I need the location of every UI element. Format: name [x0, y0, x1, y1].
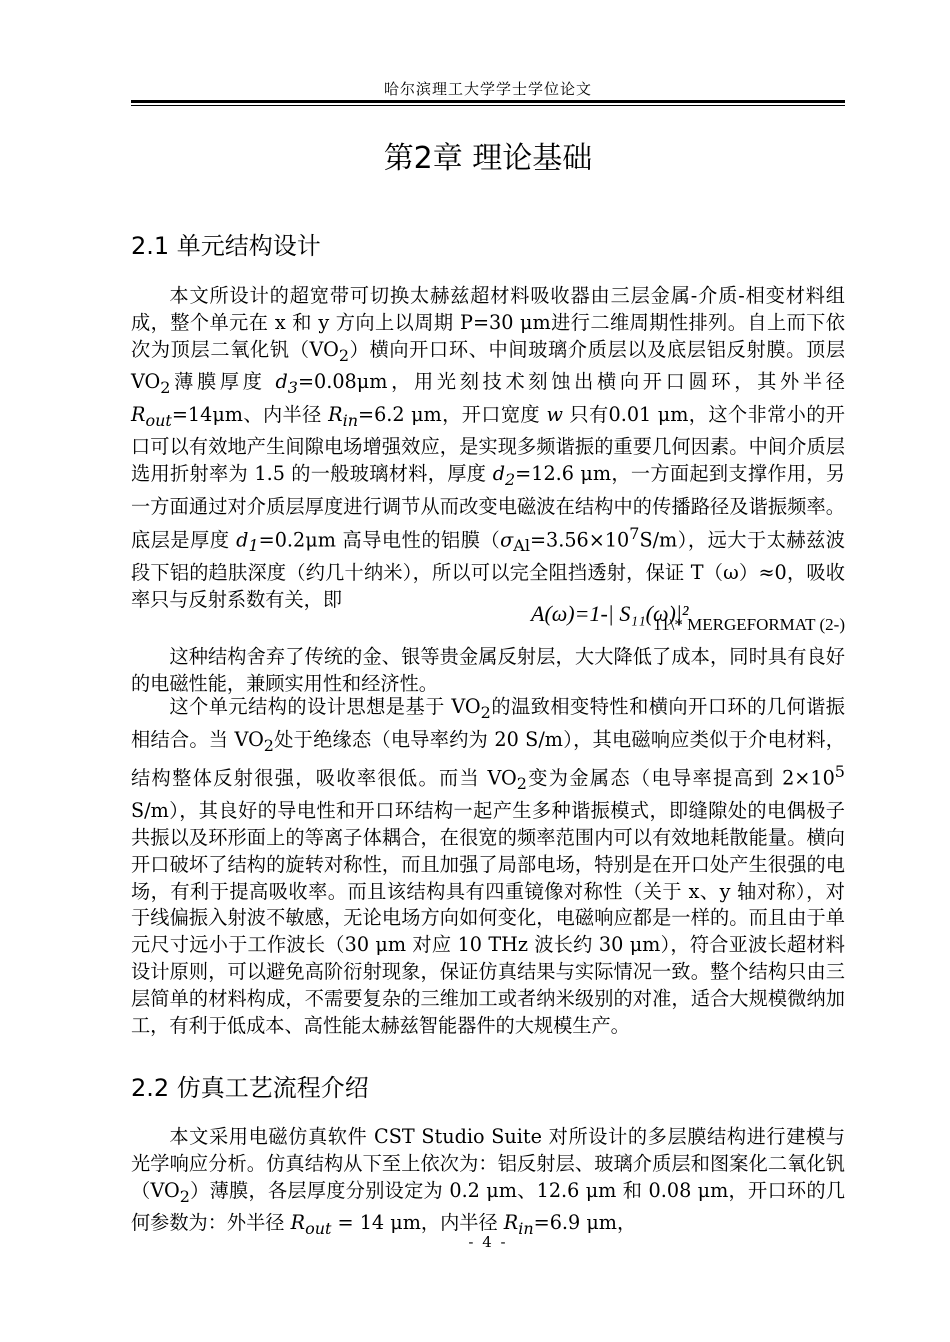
page-header: 哈尔滨理工大学学士学位论文: [383, 80, 592, 98]
absorption-equation: A(ω)=1-| S₁₁(ω)|²: [531, 601, 689, 626]
equation-line: [131, 601, 845, 641]
equation-tag: 11\* MERGEFORMAT (2-): [653, 615, 845, 634]
section1-paragraph-3: 这个单元结构的设计思想是基于 $VO_2$的温致相变特性和横向开口环的几何谐振相结合。当 $VO_2$处于绝缘态（电导率约为 20 S/m），其电磁响应类似于介电材料，结构整体反射很强，吸收率很低。而当 $VO_2$变为金属态（电导率提高到 $2\times 10^5$ S/m），其良好的导电性和开口环结构一起产生多种谐振模式，即缝隙处的电偶极子共振以及环形面上的等离子体耦合，在很宽的频率范围内可以有效地耗散能量。横向开口破坏了结构的旋转对称性，而且加强了局部电场，特别是在开口处产生很强的电场，有利于提高吸收率。而且该结构具有四重镜像对称性（关于 x、y 轴对称），对于线偏振入射波不敏感，无论电场方向如何变化，电磁响应都是一样的。而且由于单元尺寸远小于工作波长（30 μm 对应 10 THz 波长约 30 μm），符合亚波长超材料设计原则，可以避免高阶衍射现象，保证仿真结果与实际情况一致。整个结构只由三层简单的材料构成，不需要复杂的三维加工或者纳米级别的对准，适合大规模微纳加工，有利于低成本、高性能太赫兹智能器件的大规模生产。: [131, 695, 845, 1037]
section1-paragraph-2: 这种结构舍弃了传统的金、银等贵金属反射层，大大降低了成本，同时具有良好的电磁性能，兼顾实用性和经济性。: [131, 645, 845, 695]
section1-paragraph-1: 本文所设计的超宽带可切换太赫兹超材料吸收器由三层金属-介质-相变材料组成，整个单元在 x 和 y 方向上以周期 P=30 μm进行二维周期性排列。自上而下依次为顶层二氧化钒$(VO_2)$横向开口环、中间玻璃介质层以及底层铝反射膜。顶层 $VO_2$薄膜厚度 $d_3=0.08\mu m$，用光刻技术刻蚀出横向开口圆环，其外半径 $R_{out}=14\mu m$、内半径 $R_{in}=6.2$ μm，开口宽度 w 只有0.01 μm，这个非常小的开口可以有效地产生间隙电场增强效应，是实现多频谐振的重要几何因素。中间介质层选用折射率为 1.5 的一般玻璃材料，厚度 $d_2=12.6$ μm，一方面起到支撑作用，另一方面通过对介质层厚度进行调节从而改变电磁波在结构中的传播路径及谐振频率。底层是厚度 $d_1=0.2\mu m$ 高导电性的铝膜$(\sigma_{Al}=3.56\times 10^7S/m)$，远大于太赫兹波段下铝的趋肤深度（约几十纳米），所以可以完全阻挡透射，保证 T（ω）≈0，吸收率只与反射系数有关，即: [131, 284, 846, 611]
section2-paragraph-1: 本文采用电磁仿真软件 CST Studio Suite 对所设计的多层膜结构进行建模与光学响应分析。仿真结构从下至上依次为：铝反射层、玻璃介质层和图案化二氧化钒$(VO_2)$薄膜，各层厚度分别设定为 0.2 μm、12.6 μm 和 0.08 μm，开口环的几何参数为：外半径 $R_{out} = 14$ μm，内半径 $R_{in}=6.9$ μm，: [131, 1125, 846, 1239]
header-rule: [131, 100, 845, 103]
header-rule-thin: [131, 105, 845, 106]
chapter-title: 第2章 理论基础: [383, 141, 593, 176]
section-title-2-2: 2.2 仿真工艺流程介绍: [131, 1074, 369, 1102]
section-title-2-1: 2.1 单元结构设计: [131, 232, 321, 260]
page-number: - 4 -: [468, 1233, 508, 1251]
